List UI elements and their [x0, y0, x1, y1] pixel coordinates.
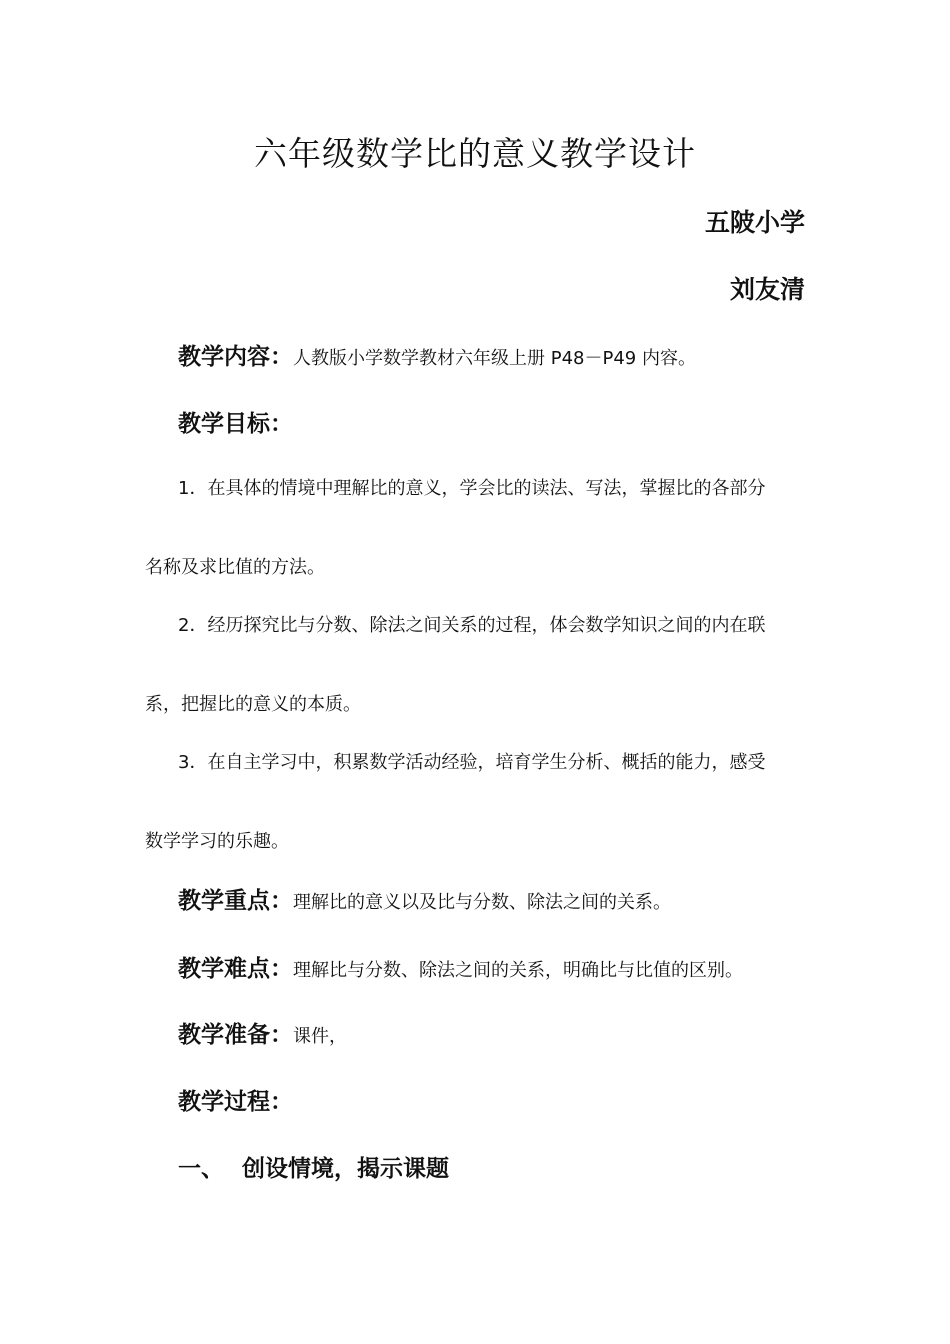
objective-item-2	[145, 611, 807, 716]
teaching-content-value: 人教版小学数学教材六年级上册 P48－P49 内容。	[293, 348, 696, 369]
preparation-value: 课件，	[293, 1026, 347, 1047]
difficulty-value: 理解比与分数、除法之间的关系，明确比与比值的区别。	[293, 960, 743, 981]
teaching-content	[178, 338, 810, 371]
objective-item-3-line-1: 3．在自主学习中，积累数学活动经验，培育学生分析、概括的能力，感受	[178, 752, 766, 773]
school-name: 五陂小学	[704, 208, 805, 237]
key-point	[178, 882, 810, 915]
objective-item-1-line-1: 1．在具体的情境中理解比的意义，学会比的读法、写法，掌握比的各部分	[178, 478, 766, 499]
difficulty	[178, 950, 810, 983]
preparation	[178, 1016, 810, 1049]
objective-item-3	[145, 748, 807, 853]
objective-item-3-line-2: 数学学习的乐趣。	[145, 831, 289, 852]
objective-item-1	[145, 474, 807, 579]
teaching-objectives-label: 教学目标：	[178, 411, 293, 437]
teaching-content-label: 教学内容：	[178, 344, 293, 370]
teaching-process-heading	[178, 1083, 810, 1116]
objective-item-2-line-1: 2．经历探究比与分数、除法之间关系的过程，体会数学知识之间的内在联	[178, 615, 766, 636]
objective-item-1-line-2: 名称及求比值的方法。	[145, 557, 325, 578]
key-point-label: 教学重点：	[178, 888, 293, 914]
author-name: 刘友清	[729, 275, 805, 304]
difficulty-label: 教学难点：	[178, 956, 293, 982]
key-point-value: 理解比的意义以及比与分数、除法之间的关系。	[293, 892, 671, 913]
teaching-process-label: 教学过程：	[178, 1089, 293, 1115]
document-title: 六年级数学比的意义教学设计	[254, 134, 696, 173]
section-one-heading	[178, 1150, 449, 1183]
section-one-title: 创设情境，揭示课题	[242, 1156, 449, 1182]
preparation-label: 教学准备：	[178, 1022, 293, 1048]
teaching-objectives-heading	[178, 405, 810, 438]
section-one-number: 一、	[178, 1156, 224, 1182]
objective-item-2-line-2: 系，把握比的意义的本质。	[145, 694, 361, 715]
